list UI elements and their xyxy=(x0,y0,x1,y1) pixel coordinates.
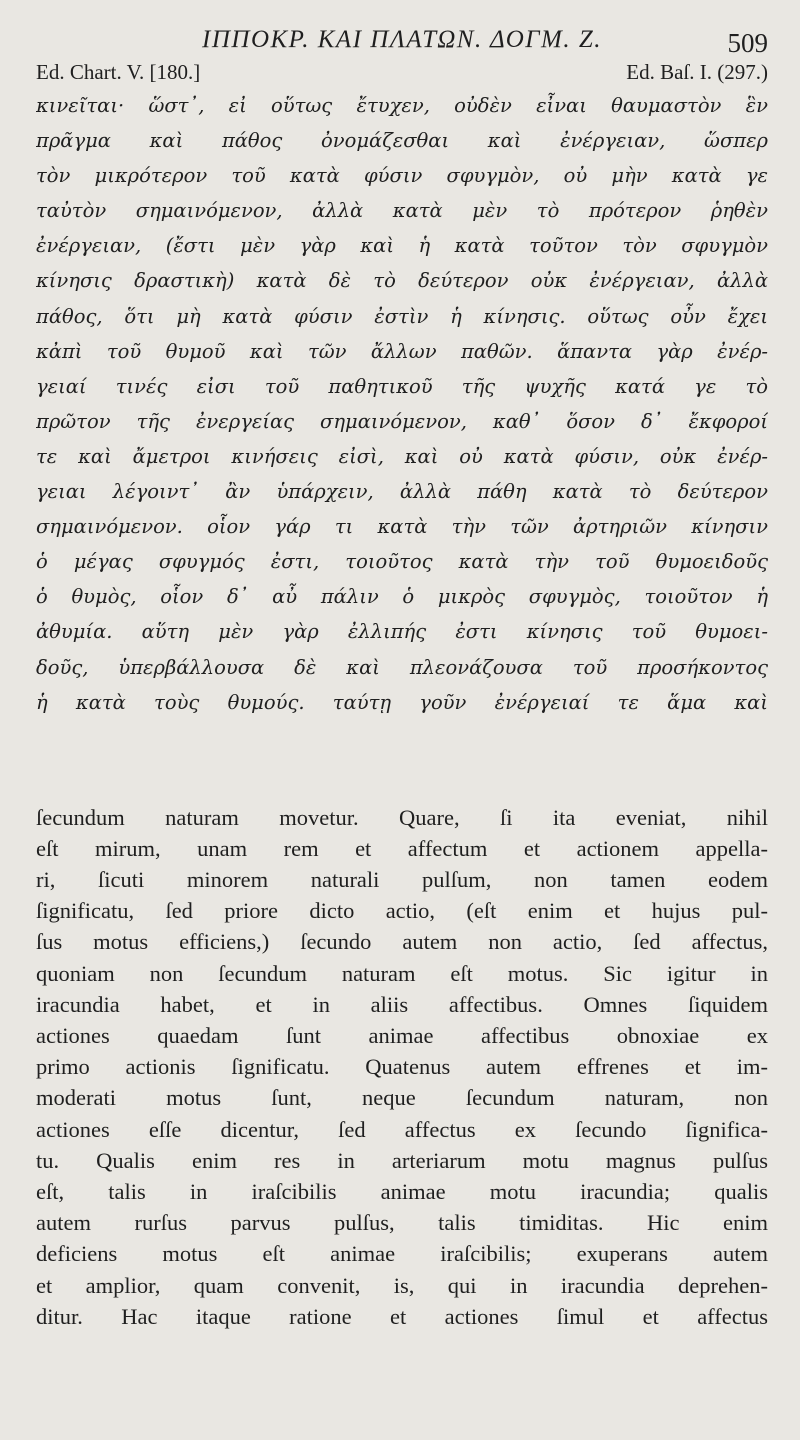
running-head xyxy=(36,0,768,58)
latin-text-line: autem rurſus parvus pulſus, talis timiditas. Hic enim xyxy=(36,1210,768,1236)
greek-text-line: κἀπὶ τοῦ θυμοῦ καὶ τῶν ἄλλων παθῶν. ἅπαντα γὰρ ἐνέρ- xyxy=(36,339,768,363)
latin-text-line: ſus motus efficiens,) ſecundo autem non actio, ſed affectus, xyxy=(36,929,768,955)
edition-references xyxy=(36,58,768,86)
latin-text-line: actiones quaedam ſunt animae affectibus obnoxiae ex xyxy=(36,1023,768,1048)
greek-text-line: ἀθυμία. αὕτη μὲν γὰρ ἐλλιπής ἐστι κίνησις τοῦ θυμοει- xyxy=(36,620,768,644)
edition-chartier: Ed. Chart. V. [180.] xyxy=(36,60,201,84)
latin-text-line: iracundia habet, et in aliis affectibus. Omnes ſiquidem xyxy=(36,991,768,1017)
greek-text-line: δοῦς, ὑπερβάλλουσα δὲ καὶ πλεονάζουσα τοῦ προσήκοντος xyxy=(36,655,768,679)
latin-text-line: quoniam non ſecundum naturam eſt motus. Sic igitur in xyxy=(36,960,768,986)
column-separator xyxy=(36,720,768,802)
latin-text-line: ſecundum naturam movetur. Quare, ſi ita eveniat, nihil xyxy=(36,804,768,830)
greek-text-line: ὁ θυμὸς, οἷον δ᾽ αὖ πάλιν ὁ μικρὸς σφυγμὸς, τοιοῦτον ἡ xyxy=(36,585,768,609)
greek-text-line: γειαι λέγοιντ᾽ ἂν ὑπάρχειν, ἀλλὰ πάθη κατὰ τὸ δεύτερον xyxy=(36,480,768,504)
greek-text-line: ἐνέργειαν, (ἔστι μὲν γὰρ καὶ ἡ κατὰ τοῦτον τὸν σφυγμὸν xyxy=(36,234,768,258)
latin-text-block xyxy=(36,802,768,1332)
greek-text-line: πρῶτον τῆς ἐνεργείας σημαινόμενον, καθ᾽ ὅσον δ᾽ ἔκφοροί xyxy=(36,409,768,433)
running-title: ΙΠΠΟΚΡ. ΚΑΙ ΠΛΑΤΩΝ. ΔΟΓΜ. Ζ. xyxy=(202,26,602,53)
latin-text-line: eſt, talis in iraſcibilis animae motu iracundia; qualis xyxy=(36,1178,768,1204)
latin-text-line: et amplior, quam convenit, is, qui in iracundia deprehen- xyxy=(36,1272,768,1298)
greek-text-line: ὁ μέγας σφυγμός ἐστι, τοιοῦτος κατὰ τὴν τοῦ θυμοειδοῦς xyxy=(36,550,768,574)
greek-text-line: ἡ κατὰ τοὺς θυμούς. ταύτῃ γοῦν ἐνέργειαί τε ἅμα καὶ xyxy=(36,690,768,714)
latin-text-line: ſignificatu, ſed priore dicto actio, (eſt enim et hujus pul- xyxy=(36,898,768,924)
greek-text-line: κίνησις δραστικὴ) κατὰ δὲ τὸ δεύτερον οὐκ ἐνέργειαν, ἀλλὰ xyxy=(36,269,768,293)
greek-text-line: γειαί τινές εἰσι τοῦ παθητικοῦ τῆς ψυχῆς κατά γε τὸ xyxy=(36,374,768,398)
greek-text-line: ταὐτὸν σημαινόμενον, ἀλλὰ κατὰ μὲν τὸ πρότερον ῥηθὲν xyxy=(36,199,768,223)
latin-text-line: ditur. Hac itaque ratione et actiones ſimul et affectus xyxy=(36,1303,768,1329)
greek-text-block xyxy=(36,88,768,720)
latin-text-line: primo actionis ſignificatu. Quatenus autem effrenes et im- xyxy=(36,1054,768,1080)
latin-text-line: ri, ſicuti minorem naturali pulſum, non tamen eodem xyxy=(36,867,768,893)
latin-text-line: moderati motus ſunt, neque ſecundum naturam, non xyxy=(36,1085,768,1111)
greek-text-line: τε καὶ ἄμετροι κινήσεις εἰσὶ, καὶ οὐ κατὰ φύσιν, οὐκ ἐνέρ- xyxy=(36,444,768,468)
greek-text-line: τὸν μικρότερον τοῦ κατὰ φύσιν σφυγμὸν, οὐ μὴν κατὰ γε xyxy=(36,164,768,188)
latin-text-line: eſt mirum, unam rem et affectum et actionem appella- xyxy=(36,835,768,861)
greek-text-line: κινεῖται· ὥστ᾽, εἰ οὕτως ἔτυχεν, οὐδὲν εἶναι θαυμαστὸν ἓν xyxy=(36,94,768,117)
edition-basel: Ed. Baſ. I. (297.) xyxy=(626,60,768,84)
page-number: 509 xyxy=(727,28,768,58)
latin-text-line: actiones eſſe dicentur, ſed affectus ex ſecundo ſignifica- xyxy=(36,1116,768,1142)
greek-text-line: πάθος, ὅτι μὴ κατὰ φύσιν ἐστὶν ἡ κίνησις. οὕτως οὖν ἔχει xyxy=(36,304,768,328)
greek-text-line: πρᾶγμα καὶ πάθος ὀνομάζεσθαι καὶ ἐνέργειαν, ὥσπερ xyxy=(36,129,768,153)
greek-text-line: σημαινόμενον. οἷον γάρ τι κατὰ τὴν τῶν ἀρτηριῶν κίνησιν xyxy=(36,515,768,539)
latin-text-line: tu. Qualis enim res in arteriarum motu magnus pulſus xyxy=(36,1147,768,1173)
latin-text-line: deficiens motus eſt animae iraſcibilis; exuperans autem xyxy=(36,1241,768,1267)
